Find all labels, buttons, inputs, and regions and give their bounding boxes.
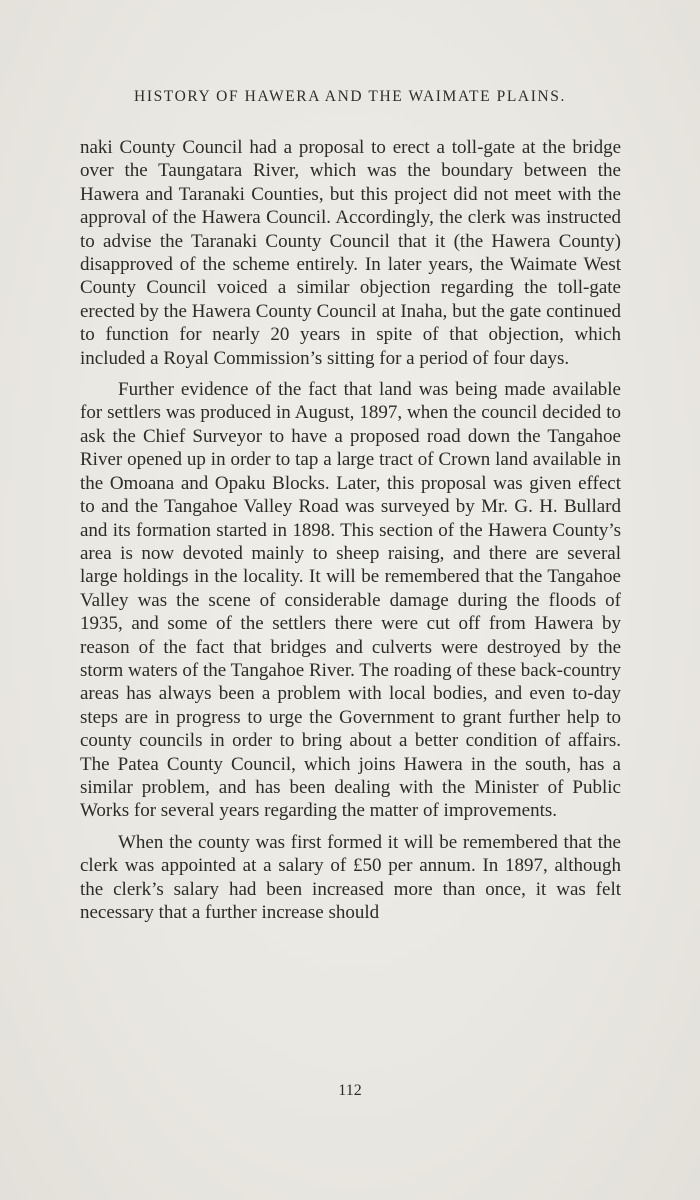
paragraph-tangahoe-road: Further evidence of the fact that land was being made available for settlers was produced in August, 1897, when the council decided to ask the Chief Surveyor to have a proposed road down the Tangahoe River opened up in order to tap a large tract of Crown land available in the Omoana and Opaku Blocks. Later, this proposal was given effect to and the Tangahoe Valley Road was surveyed by Mr. G. H. Bullard and its formation started in 1898. This section of the Hawera County’s area is now devoted mainly to sheep raising, and there are several large holdings in the locality. It will be remembered that the Tangahoe Valley was the scene of considerable damage during the floods of 1935, and some of the settlers there were cut off from Hawera by reason of the fact that bridges and culverts were destroyed by the storm waters of the Tangahoe River. The roading of these back-country areas has always been a problem with local bodies, and even to-day steps are in progress to urge the Government to grant further help to county councils in order to bring about a better condition of affairs. The Patea County Council, which joins Hawera in the south, has a similar problem, and has been dealing with the Minister of Public Works for several years regarding the matter of improvements.: [80, 379, 621, 822]
paragraph-clerk-salary: When the county was first formed it will be remembered that the clerk was appointed at a salary of £50 per annum. In 1897, although the clerk’s salary had been increased more than once, it was felt necessary that a further increase should: [80, 831, 621, 923]
body-text: [80, 136, 621, 932]
page-number: 112: [338, 1082, 362, 1099]
running-head: HISTORY OF HAWERA AND THE WAIMATE PLAINS.: [134, 88, 566, 105]
paragraph-toll-gate: naki County Council had a proposal to erect a toll-gate at the bridge over the Taungatara River, which was the boundary between the Hawera and Taranaki Counties, but this project did not meet with the approval of the Hawera Council. Accordingly, the clerk was instructed to advise the Taranaki County Council that it (the Hawera County) disapproved of the scheme entirely. In later years, the Waimate West County Council voiced a similar objection regarding the toll-gate erected by the Hawera County Council at Inaha, but the gate continued to function for nearly 20 years in spite of that objection, which included a Royal Commission’s sitting for a period of four days.: [80, 137, 621, 369]
